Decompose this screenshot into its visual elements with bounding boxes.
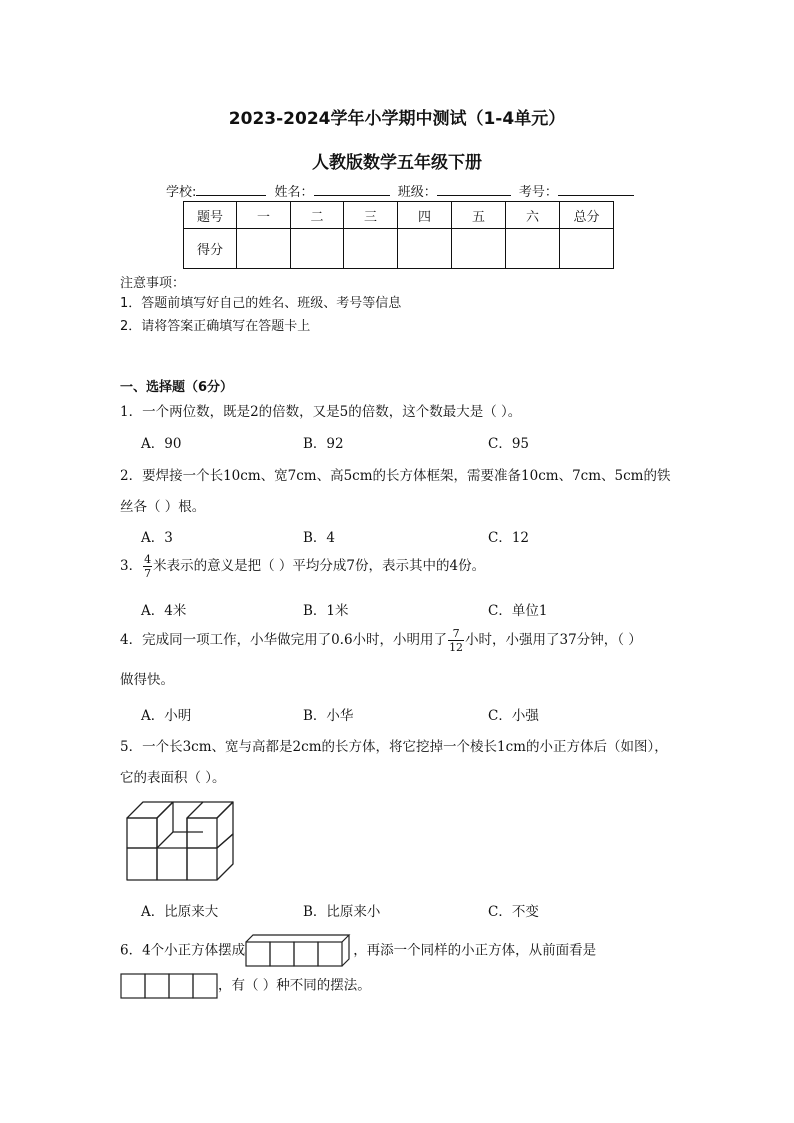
name-label: 姓名： [274,185,314,200]
header-cell: 总分 [560,202,614,229]
page-subtitle: 人教版数学五年级下册 [312,153,482,173]
cuboid-figure [124,798,248,886]
q5-option-c: C．不变 [488,904,539,920]
q2-option-b: B．4 [303,530,336,546]
q3-fraction [143,553,152,580]
q1-option-c: C．95 [488,436,530,452]
cube-front-face [187,848,217,880]
q4-prefix: 4．完成同一项工作，小华做完用了0.6小时，小明用了 [120,632,448,648]
notch-top-edge [157,802,173,818]
name-blank[interactable] [314,182,390,196]
question-6-line2 [120,973,371,999]
cube-front-face [318,942,342,966]
header-cell: 四 [398,202,452,229]
cube-row-figure [245,934,353,968]
section-heading: 一、选择题（6分） [120,380,234,395]
class-label: 班级： [397,185,437,200]
question-1: 1．一个两位数，既是2的倍数，又是5的倍数，这个数最大是（ ）。 [120,404,522,420]
view-square [145,974,169,998]
note-item: 2．请将答案正确填写在答题卡上 [120,319,311,334]
question-5-line1: 5．一个长3cm、宽与高都是2cm的长方体，将它挖掉一个棱长1cm的小正方体后（如图）， [120,739,668,755]
cube-top-face [187,802,233,818]
page-title: 2023-2024学年小学期中测试（1-4单元） [228,109,566,129]
q2-option-a: A．3 [141,530,173,546]
exam-no-blank[interactable] [558,182,634,196]
q1-option-a: A．90 [141,436,182,452]
q4-frac-den: 12 [449,641,464,654]
score-cell[interactable] [344,229,398,269]
score-table-header-row [184,202,614,229]
header-cell: 一 [237,202,291,229]
school-label: 学校: [166,185,197,200]
score-row-label: 得分 [184,229,237,269]
notch-floor-edge [157,832,203,848]
score-cell[interactable] [398,229,452,269]
q1-option-b: B．92 [303,436,344,452]
cube-front-face [127,818,157,848]
score-cell[interactable] [452,229,506,269]
cube-front-face [294,942,318,966]
notes-heading: 注意事项： [120,276,186,291]
q6-prefix: 6．4个小正方体摆成 [120,942,246,959]
question-4-line1 [120,627,642,654]
cube-front-face [127,848,157,880]
q4-option-b: B．小华 [303,708,354,724]
question-4-line2: 做得快。 [120,672,174,688]
cube-side-face [217,834,233,880]
exam-no-label: 考号： [518,185,558,200]
cube-front-face [187,818,217,848]
question-6-line1 [120,934,596,968]
q3-suffix: 米表示的意义是把（ ）平均分成7份，表示其中的4份。 [153,558,486,574]
q3-prefix: 3． [120,558,143,574]
score-table [183,201,614,269]
q4-fraction [448,627,464,654]
q3-option-c: C．单位1 [488,603,548,619]
score-cell[interactable] [291,229,344,269]
student-info-line [166,181,638,200]
q3-frac-num: 4 [144,553,152,566]
q5-option-b: B．比原来小 [303,904,381,920]
score-cell[interactable] [506,229,560,269]
q6-line2-text: ，有（ ）种不同的摆法。 [218,977,371,994]
cube-front-face [270,942,294,966]
note-item: 1．答题前填写好自己的姓名、班级、考号等信息 [120,296,402,311]
score-cell[interactable] [237,229,291,269]
view-square [169,974,193,998]
question-3 [120,553,485,580]
score-table-score-row [184,229,614,269]
header-cell: 三 [344,202,398,229]
question-5-line2: 它的表面积（ ）。 [120,770,226,786]
school-blank[interactable] [196,182,266,196]
cube-front-face [246,942,270,966]
header-cell: 二 [291,202,344,229]
q5-option-a: A．比原来大 [141,904,219,920]
q6-suffix: ，再添一个同样的小正方体，从前面看是 [353,942,597,959]
q3-frac-den: 7 [144,567,152,580]
view-square [193,974,217,998]
cube-front-face [157,848,187,880]
q4-option-a: A．小明 [141,708,192,724]
q4-suffix: 小时，小强用了37分钟，（ ） [465,632,642,648]
q3-option-a: A．4米 [141,603,187,619]
cube-row-side [342,935,349,966]
header-cell: 题号 [184,202,237,229]
view-square [121,974,145,998]
q4-frac-num: 7 [448,627,464,641]
cube-top-face [127,802,173,818]
class-blank[interactable] [437,182,511,196]
q3-option-b: B．1米 [303,603,349,619]
q2-option-c: C．12 [488,530,530,546]
question-2-line2: 丝各（ ）根。 [120,499,206,515]
cube-row-top [246,935,349,942]
question-2-line1: 2．要焊接一个长10cm、宽7cm、高5cm的长方体框架，需要准备10cm、7cm、5cm的铁 [120,468,671,484]
q4-option-c: C．小强 [488,708,539,724]
score-cell[interactable] [560,229,614,269]
header-cell: 五 [452,202,506,229]
header-cell: 六 [506,202,560,229]
front-view-figure [120,973,218,999]
